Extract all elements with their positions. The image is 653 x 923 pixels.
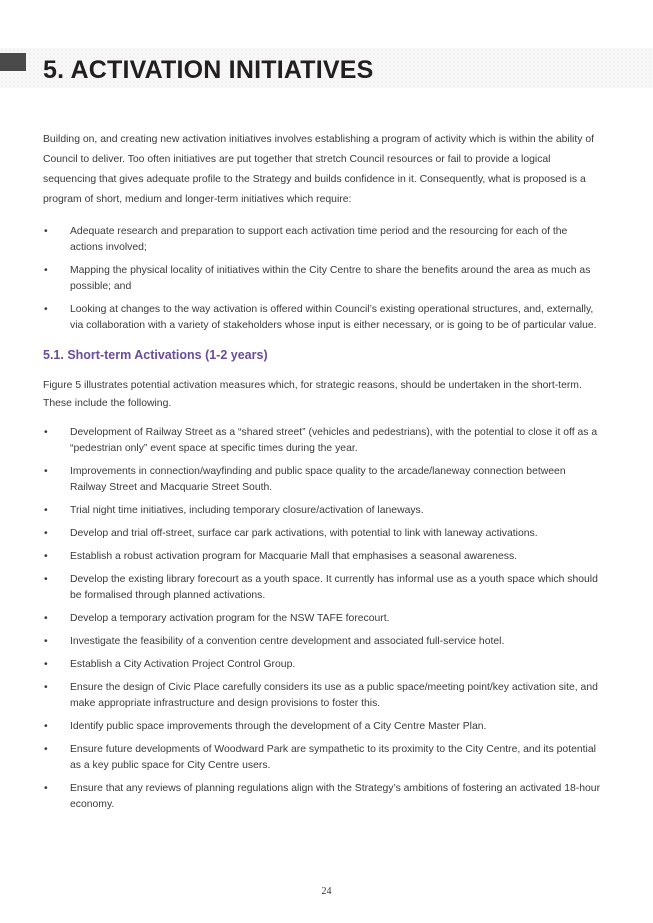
bullet-text: Improvements in connection/wayfinding and public space quality to the arcade/laneway connection between Railway Street and Macquarie Street South.	[70, 466, 566, 493]
bullet-icon: •	[44, 226, 48, 237]
bullet-item	[43, 680, 603, 712]
bullet-text: Develop the existing library forecourt as a youth space. It currently has informal use as a youth space which should be formalised through planned activations.	[70, 574, 598, 601]
bullet-item	[43, 657, 603, 673]
bullet-text: Ensure the design of Civic Place carefully considers its use as a public space/meeting point/key activation site, and make appropriate infrastructure and design provisions to foster this.	[70, 682, 598, 709]
bullet-text: Ensure that any reviews of planning regulations align with the Strategy’s ambitions of fostering an activated 18-hour economy.	[70, 783, 601, 810]
bullet-icon: •	[44, 265, 48, 276]
bullet-item	[43, 611, 603, 627]
bullet-icon: •	[44, 574, 48, 585]
bullet-text: Develop and trial off-street, surface car park activations, with potential to link with laneway activations.	[70, 528, 538, 539]
bullet-text: Trial night time initiatives, including temporary closure/activation of laneways.	[70, 505, 424, 516]
bullet-item	[43, 464, 603, 496]
bullet-text: Develop a temporary activation program for the NSW TAFE forecourt.	[70, 613, 390, 624]
bullet-icon: •	[44, 636, 48, 647]
bullet-item	[43, 263, 603, 295]
intro-paragraph: Building on, and creating new activation initiatives involves establishing a program of activity which is within the ability of Council to deliver. Too often initiatives are put together that stretch Council resources or fail to provide a logical sequencing that gives adequate profile to the Strategy and builds confidence in it. Consequently, what is proposed is a program of short, medium and longer-term initiatives which require:	[43, 134, 594, 205]
bullet-icon: •	[44, 659, 48, 670]
bullet-icon: •	[44, 427, 48, 438]
bullet-item	[43, 302, 603, 334]
section-heading: 5.1. Short-term Activations (1-2 years)	[43, 348, 268, 362]
page-content	[43, 130, 603, 820]
bullet-item	[43, 781, 603, 813]
bullet-icon: •	[44, 721, 48, 732]
bullet-icon: •	[44, 551, 48, 562]
bullet-item	[43, 742, 603, 774]
bullet-item	[43, 224, 603, 256]
bullet-text: Investigate the feasibility of a convention centre development and associated full-service hotel.	[70, 636, 505, 647]
bullet-text: Establish a City Activation Project Control Group.	[70, 659, 296, 670]
bullet-text: Mapping the physical locality of initiatives within the City Centre to share the benefits around the area as much as possible; and	[70, 265, 591, 292]
bullet-icon: •	[44, 528, 48, 539]
intro-bullet-list	[43, 224, 603, 334]
bullet-item	[43, 572, 603, 604]
bullet-item	[43, 526, 603, 542]
bullet-icon: •	[44, 613, 48, 624]
bullet-icon: •	[44, 505, 48, 516]
bullet-text: Ensure future developments of Woodward Park are sympathetic to its proximity to the City Centre, and its potential as a key public space for City Centre users.	[70, 744, 596, 771]
bullet-item	[43, 425, 603, 457]
bullet-icon: •	[44, 304, 48, 315]
page-title: 5. ACTIVATION INITIATIVES	[43, 56, 374, 84]
bullet-item	[43, 719, 603, 735]
bullet-text: Development of Railway Street as a “shared street” (vehicles and pedestrians), with the potential to close it off as a “pedestrian only” event space at specific times during the year.	[70, 427, 598, 454]
bullet-icon: •	[44, 744, 48, 755]
header-marker	[0, 53, 26, 71]
section-bullet-list	[43, 425, 603, 813]
bullet-item	[43, 503, 603, 519]
bullet-icon: •	[44, 783, 48, 794]
bullet-item	[43, 549, 603, 565]
bullet-icon: •	[44, 682, 48, 693]
bullet-text: Identify public space improvements through the development of a City Centre Master Plan.	[70, 721, 487, 732]
bullet-text: Looking at changes to the way activation is offered within Council’s existing operational structures, and, externally, via collaboration with a variety of stakeholders whose input is either necessary, or is going to be of particular value.	[70, 304, 597, 331]
section-paragraph: Figure 5 illustrates potential activation measures which, for strategic reasons, should be undertaken in the short-term. These include the following.	[43, 380, 582, 409]
bullet-text: Establish a robust activation program for Macquarie Mall that emphasises a seasonal awareness.	[70, 551, 518, 562]
bullet-icon: •	[44, 466, 48, 477]
page-number: 24	[321, 886, 332, 897]
bullet-text: Adequate research and preparation to support each activation time period and the resourcing for each of the actions involved;	[70, 226, 568, 253]
bullet-item	[43, 634, 603, 650]
